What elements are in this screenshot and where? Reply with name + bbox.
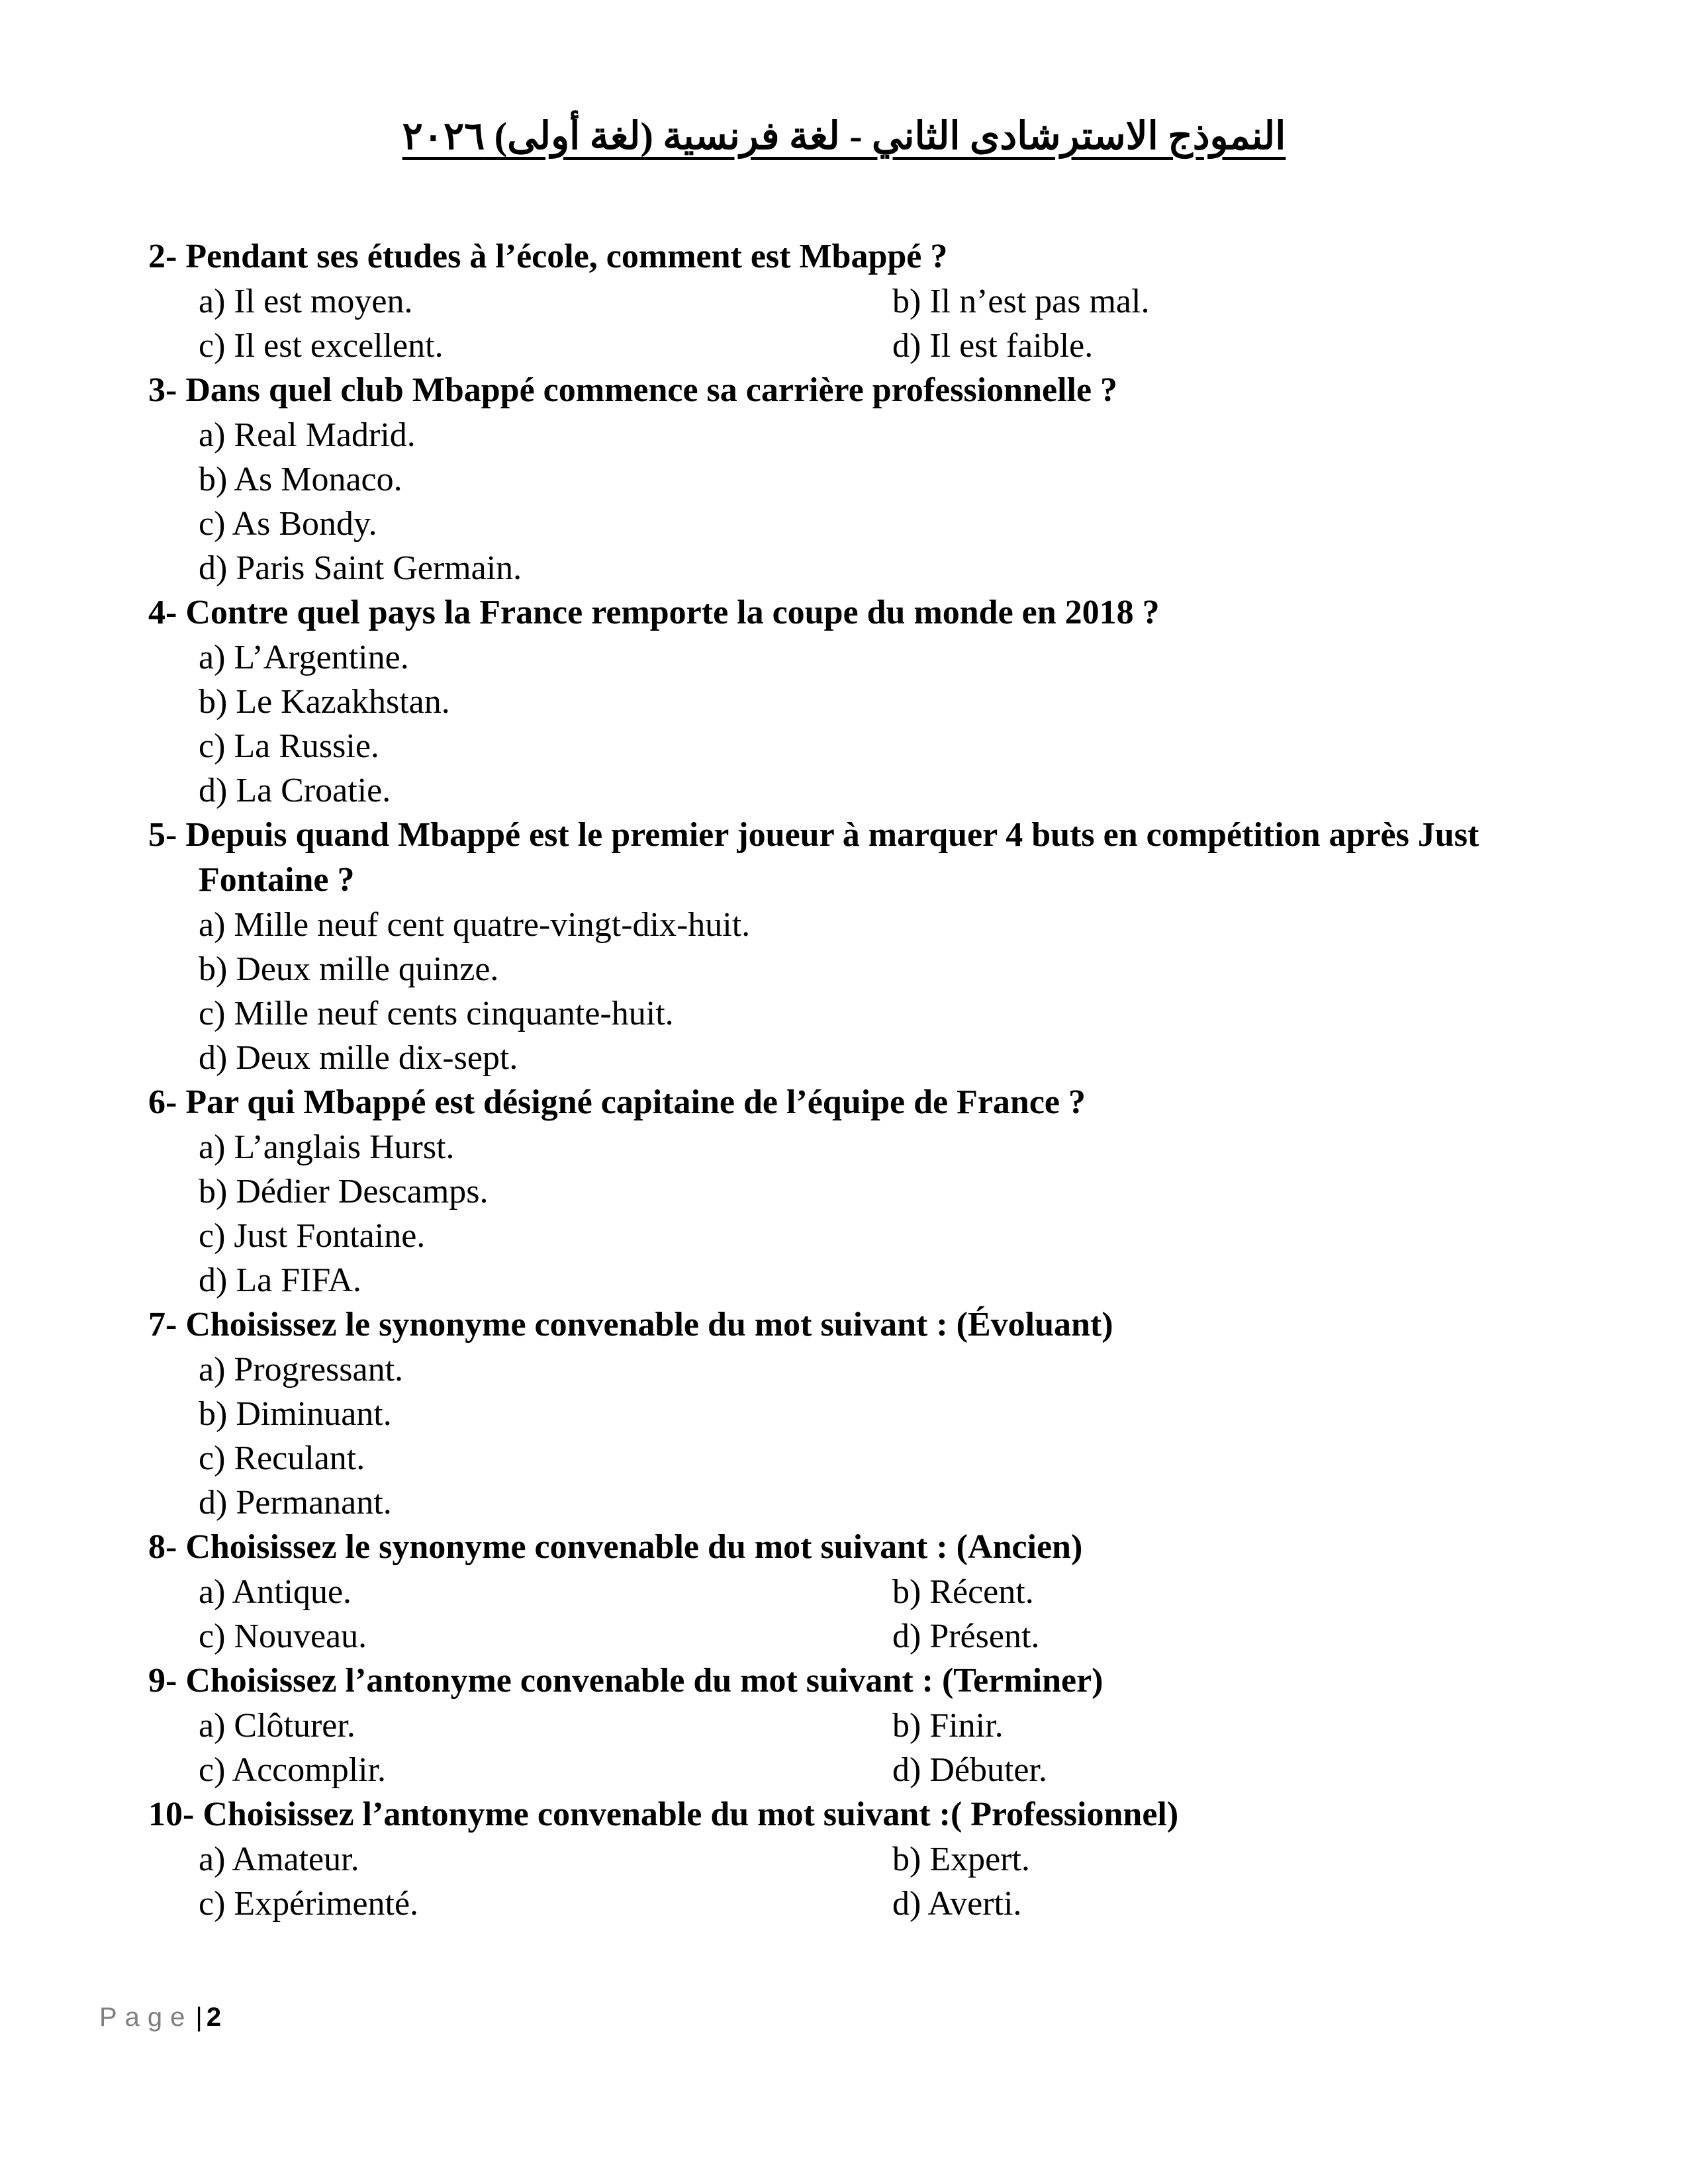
question-9	[148, 1659, 1571, 1792]
question-5	[148, 813, 1571, 1080]
option-d: d) Débuter.	[892, 1751, 1047, 1789]
option-list	[148, 1837, 1571, 1926]
option-c: c) Accomplir.	[199, 1751, 387, 1789]
question-3	[148, 368, 1571, 590]
option-list	[148, 1125, 1571, 1302]
question-10	[148, 1792, 1571, 1926]
question-list	[148, 234, 1571, 1926]
option-d: d) Présent.	[892, 1617, 1040, 1655]
option-d: d) Permanant.	[199, 1484, 392, 1522]
page-title	[0, 110, 1688, 163]
question-text: 5- Depuis quand Mbappé est le premier joueur à marquer 4 buts en compétition après Just Fontaine ?	[148, 816, 1479, 899]
option-b: b) Finir.	[892, 1707, 1004, 1745]
option-d: d) Il est faible.	[892, 327, 1094, 365]
question-text: 3- Dans quel club Mbappé commence sa carrière professionnelle ?	[148, 371, 1118, 409]
option-c: c) Il est excellent.	[199, 327, 444, 365]
option-a: a) Mille neuf cent quatre-vingt-dix-huit.	[199, 906, 751, 944]
option-b: b) Il n’est pas mal.	[892, 283, 1150, 320]
option-b: b) Deux mille quinze.	[199, 950, 499, 988]
option-list	[148, 279, 1571, 368]
option-a: a) Antique.	[199, 1573, 352, 1611]
option-b: b) As Monaco.	[199, 461, 402, 498]
option-c: c) Just Fontaine.	[199, 1217, 426, 1255]
question-text: 6- Par qui Mbappé est désigné capitaine de l’équipe de France ?	[148, 1083, 1086, 1121]
option-d: d) La Croatie.	[199, 772, 391, 809]
option-b: b) Dédier Descamps.	[199, 1173, 489, 1210]
option-b: b) Récent.	[892, 1573, 1034, 1611]
option-list	[148, 1704, 1571, 1792]
option-d: d) Averti.	[892, 1885, 1022, 1923]
option-b: b) Le Kazakhstan.	[199, 683, 450, 721]
option-list	[148, 903, 1571, 1080]
option-a: a) Amateur.	[199, 1841, 359, 1878]
question-text: 2- Pendant ses études à l’école, comment est Mbappé ?	[148, 238, 948, 275]
question-text: 10- Choisissez l’antonyme convenable du mot suivant :( Professionnel)	[148, 1796, 1179, 1833]
option-c: c) La Russie.	[199, 727, 379, 765]
option-d: d) Deux mille dix-sept.	[199, 1039, 518, 1077]
option-c: c) Mille neuf cents cinquante-huit.	[199, 995, 674, 1032]
question-7	[148, 1302, 1571, 1525]
option-a: a) Real Madrid.	[199, 416, 416, 454]
page-separator: |	[195, 2003, 203, 2032]
page-label: Page	[99, 2003, 193, 2032]
question-6	[148, 1080, 1571, 1302]
page-footer	[99, 1999, 221, 2036]
option-d: d) Paris Saint Germain.	[199, 549, 522, 587]
question-text: 7- Choisissez le synonyme convenable du mot suivant : (Évoluant)	[148, 1306, 1113, 1343]
option-list	[148, 1570, 1571, 1659]
option-list	[148, 635, 1571, 813]
option-c: c) Nouveau.	[199, 1617, 367, 1655]
option-c: c) As Bondy.	[199, 505, 377, 543]
option-a: a) Clôturer.	[199, 1707, 355, 1745]
question-text: 4- Contre quel pays la France remporte la coupe du monde en 2018 ?	[148, 594, 1160, 631]
option-b: b) Diminuant.	[199, 1395, 392, 1433]
question-4	[148, 590, 1571, 813]
option-a: a) L’Argentine.	[199, 639, 409, 676]
question-8	[148, 1525, 1571, 1659]
page-title-text: النموذج الاسترشادى الثاني - لغة فرنسية (لغة أولى) ٢٠٢٦	[402, 114, 1286, 158]
option-b: b) Expert.	[892, 1841, 1030, 1878]
question-text: 8- Choisissez le synonyme convenable du mot suivant : (Ancien)	[148, 1528, 1083, 1566]
option-d: d) La FIFA.	[199, 1261, 362, 1299]
question-2	[148, 234, 1571, 368]
option-c: c) Expérimenté.	[199, 1885, 419, 1923]
option-a: a) Il est moyen.	[199, 283, 413, 320]
page-number: 2	[206, 2003, 222, 2032]
option-a: a) L’anglais Hurst.	[199, 1128, 455, 1166]
question-text: 9- Choisissez l’antonyme convenable du mot suivant : (Terminer)	[148, 1662, 1103, 1700]
option-list	[148, 413, 1571, 590]
option-a: a) Progressant.	[199, 1351, 404, 1388]
option-c: c) Reculant.	[199, 1439, 365, 1477]
option-list	[148, 1347, 1571, 1525]
